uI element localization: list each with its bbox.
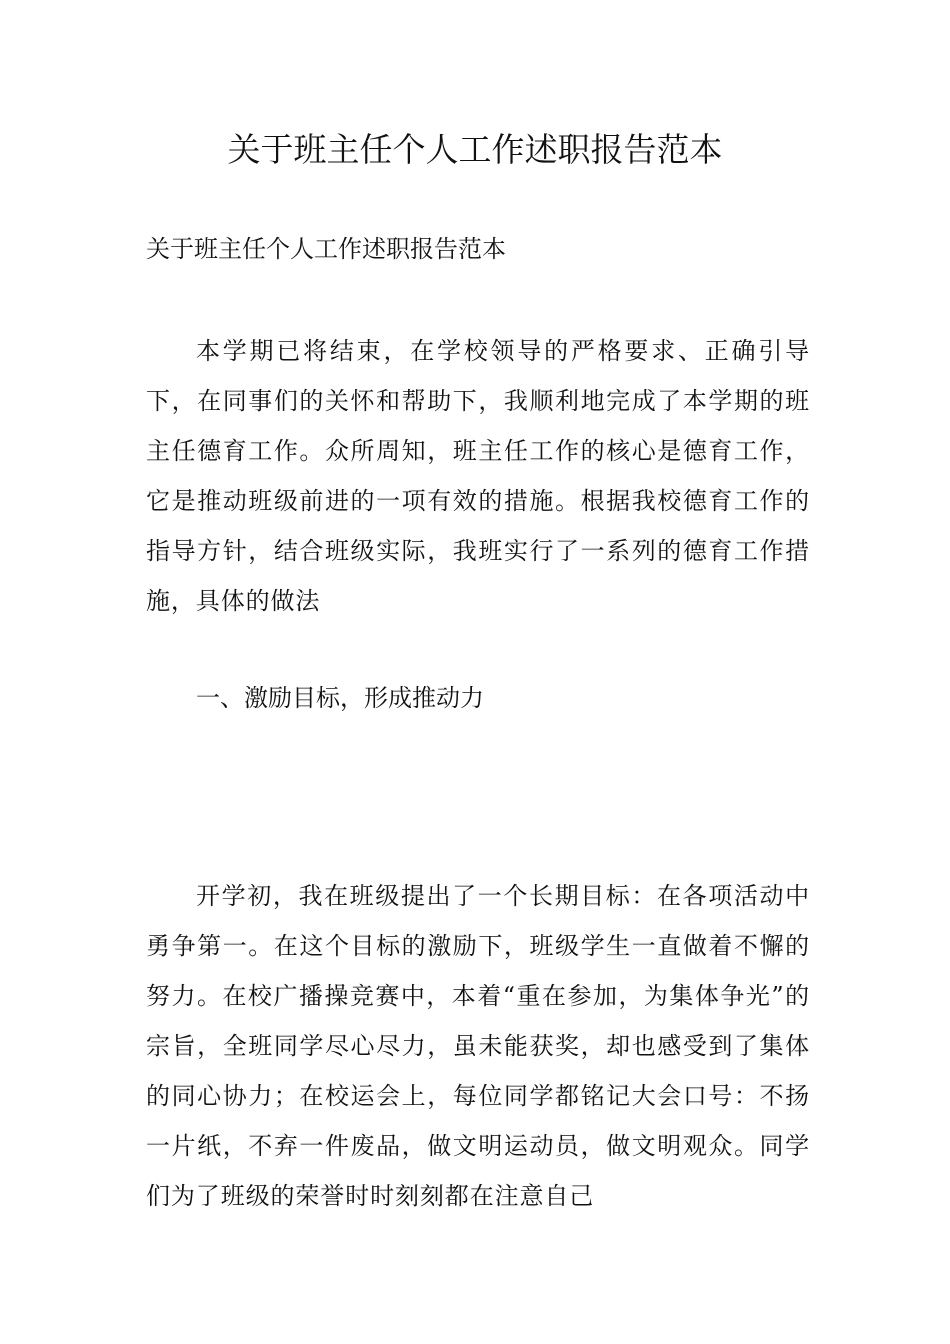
document-title: 关于班主任个人工作述职报告范本: [227, 130, 723, 169]
section-heading: 一、激励目标，形成推动力: [196, 684, 484, 712]
document-subtitle: 关于班主任个人工作述职报告范本: [146, 235, 506, 263]
paragraph-intro: 本学期已将结束，在学校领导的严格要求、正确引导下，在同事们的关怀和帮助下，我顺利地完成了本学期的班主任德育工作。众所周知，班主任工作的核心是德育工作，它是推动班级前进的一项有效的措施。根据我校德育工作的指导方针，结合班级实际，我班实行了一系列的德育工作措施，具体的做法: [146, 337, 810, 615]
paragraph-goals: 开学初，我在班级提出了一个长期目标：在各项活动中勇争第一。在这个目标的激励下，班级学生一直做着不懈的努力。在校广播操竞赛中，本着“重在参加，为集体争光”的宗旨，全班同学尽心尽力，虽未能获奖，却也感受到了集体的同心协力；在校运会上，每位同学都铭记大会口号：不扬一片纸，不弃一件废品，做文明运动员，做文明观众。同学们为了班级的荣誉时时刻刻都在注意自己: [146, 882, 810, 1210]
